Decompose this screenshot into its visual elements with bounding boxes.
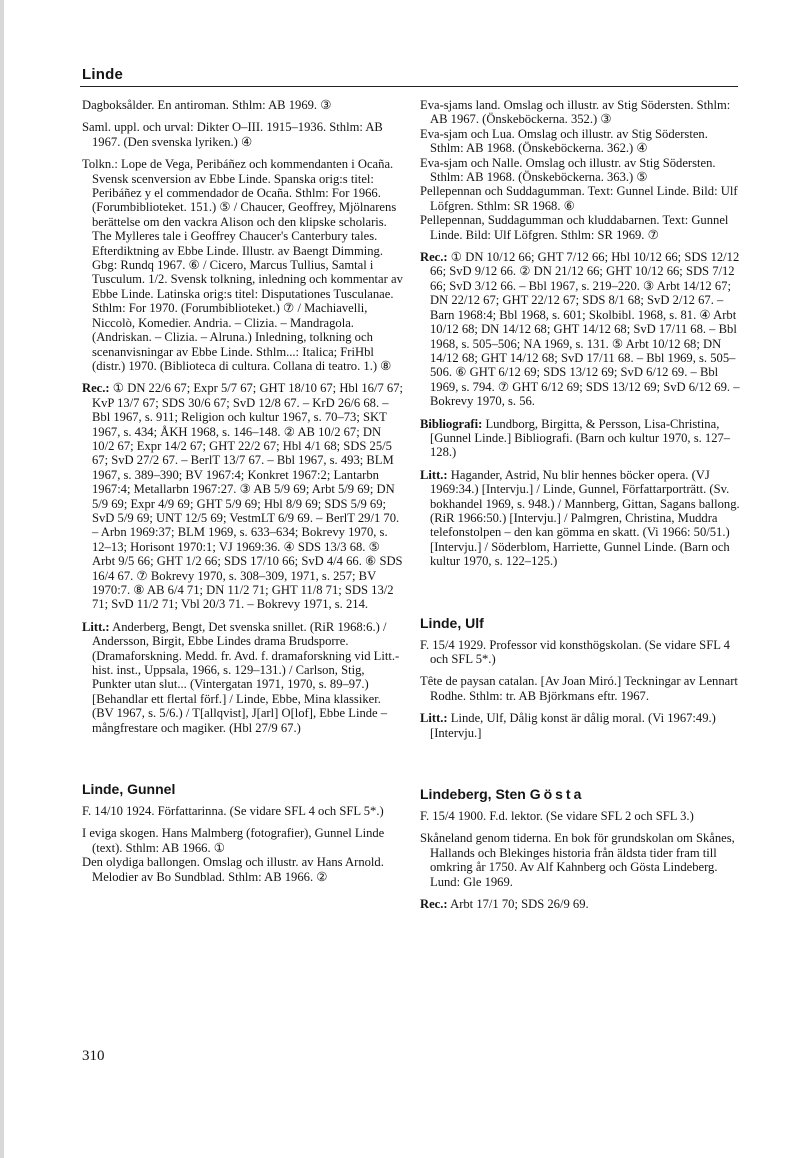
- bibl-label: Bibliografi:: [420, 416, 483, 431]
- work-entry: Eva-sjam och Lua. Omslag och illustr. av Stig Södersten. Sthlm: AB 1968. (Önskeböckerna. 362.) ④: [420, 126, 708, 156]
- bibl-text: Lundborg, Birgitta, & Persson, Lisa-Christina, [Gunnel Linde.] Bibliografi. (Barn och kultur 1970, s. 127–128.): [430, 416, 731, 460]
- right-column: [420, 98, 742, 919]
- entry-paragraph: Saml. uppl. och urval: Dikter O–III. 1915–1936. Sthlm: AB 1967. (Den svenska lyriken.) ④: [82, 120, 383, 149]
- rec-text: ① DN 22/6 67; Expr 5/7 67; GHT 18/10 67; Hbl 16/7 67; KvP 13/7 67; SDS 30/6 67; SvD 12/8 67. – KrD 26/6 68. – Bbl 1967, s. 911; Religion och kultur 1967, s. 70–73; SKT 1967, s. 434; ÅKH 1968, s. 146–148. ② AB 10/2 67; DN 10/2 67; Expr 14/2 67; GHT 22/2 67; Hbl 4/1 68; SDS 25/5 67; SvD 27/2 67. – BerlT 13/7 67. – Bbl 1967, s. 493; BLM 1967, s. 389–390; BV 1967:4; Konkret 1967:2; Lantarbn 1967:4; Metallarbn 1967:27. ③ AB 5/9 69; Arbt 5/9 69; DN 5/9 69; Expr 4/9 69; GHT 5/9 69; Hbl 8/9 69; SDS 5/9 69; SvD 5/9 69; UNT 12/5 69; VestmLT 6/9 69. – BerlT 29/1 70. – Arbn 1969:37; BLM 1969, s. 633–634; Bokrevy 1970, s. 12–13; Horisont 1970:1; VJ 1969:36. ④ SDS 13/3 68. ⑤ Arbt 9/5 66; GHT 1/2 66; SDS 17/10 66; SvD 4/4 66. ⑥ SDS 16/4 67. ⑦ Bokrevy 1970, s. 308–309, 1971, s. 257; BV 1970:7. ⑧ AB 6/4 71; DN 11/2 71; GHT 11/8 71; SDS 13/2 71; SvD 11/2 71; Vbl 20/3 71. – Bokrevy 1971, s. 214.: [92, 381, 403, 612]
- bibliography-paragraph: [420, 417, 742, 460]
- litt-label: Litt.:: [82, 619, 110, 634]
- litt-text: Anderberg, Bengt, Det svenska snillet. (RiR 1968:6.) / Andersson, Birgit, Ebbe Lindes drama Brudsporre. (Dramaforskning. Medd. fr. Avd. f. dramaforskning vid Litt.-hist. inst., Uppsala, 1966, s. 129–131.) / Carlson, Stig, Punkter utan slut... (Vintergatan 1971, 1970, s. 89–97.) [Behandlar ett flertal förf.] / Linde, Ebbe, Mina klassiker. (BV 1967, s. 5/6.) / T[allqvist], J[arl] O[lof], Ebbe Linde – mångfrestare och magiker. (Hbl 27/9 67.): [92, 619, 400, 735]
- reviews-paragraph: [420, 250, 742, 408]
- section-gap: [82, 743, 404, 781]
- bio-paragraph: F. 15/4 1929. Professor vid konsthögskolan. (Se vidare SFL 4 och SFL 5*.): [420, 637, 730, 666]
- entry-paragraph: Dagboksålder. En antiroman. Sthlm: AB 1969. ③: [82, 98, 332, 112]
- reviews-paragraph: [82, 381, 404, 612]
- work-entry: Den olydiga ballongen. Omslag och illustr. av Hans Arnold. Melodier av Bo Sundblad. Sthlm: AB 1966. ②: [82, 855, 384, 884]
- page-edge: [0, 0, 4, 1158]
- header-rule: [80, 86, 738, 87]
- literature-paragraph: [82, 620, 404, 735]
- rec-label: Rec.:: [82, 381, 110, 396]
- reviews-paragraph: [420, 897, 742, 911]
- section-heading-ulf: Linde, Ulf: [420, 614, 484, 631]
- work-entry: I eviga skogen. Hans Malmberg (fotografier), Gunnel Linde (text). Sthlm: AB 1966. ①: [82, 826, 385, 855]
- bio-paragraph: F. 15/4 1900. F.d. lektor. (Se vidare SFL 2 och SFL 3.): [420, 809, 694, 824]
- litt-label: Litt.:: [420, 711, 448, 726]
- section-gap: [420, 577, 742, 615]
- entry-paragraph: Tolkn.: Lope de Vega, Peribáñez och kommendanten i Ocaña. Svensk scenversion av Ebbe Linde. Spanska orig:s titel: Peribáñez y el commendador de Ocaña. Sthlm: For 1966. (Forumbiblioteket. 151.) ⑤ / Chaucer, Geoffrey, Mjölnarens berättelse om den vackra Alison och den klipske scholaris. The Mylleres tale i Geoffrey Chaucer's Canterbury tales. Efterdiktning av Ebbe Linde. Illustr. av Baengt Dimming. Gbg: Rundq 1967. ⑥ / Cicero, Marcus Tullius, Samtal i Tusculum. 1/2. Svensk tolkning, inledning och kommentar av Ebbe Linde. Latinska orig:s titel: Disputationes Tusculanae. Sthlm: For 1970. (Forumbiblioteket.) ⑦ / Machiavelli, Niccolò, Komedier. Andria. – Clizia. – Mandragola. (Andriskan. – Clizia. – Alruna.) Inledning, tolkning och scenanvisningar av Ebbe Linde. Sthlm...: Italica; FriHbl (distr.) 1970. (Biblioteca di cultura. Collana di teatro. 1.) ⑧: [82, 157, 403, 373]
- rec-label: Rec.:: [420, 897, 448, 912]
- work-entry: Eva-sjams land. Omslag och illustr. av Stig Södersten. Sthlm: AB 1967. (Önskeböckerna. 352.) ③: [420, 98, 731, 127]
- rec-label: Rec.:: [420, 250, 448, 265]
- work-entry: Tête de paysan catalan. [Av Joan Miró.] Teckningar av Lennart Rodhe. Sthlm: tr. AB Björkmans eftr. 1967.: [420, 674, 738, 703]
- work-entry: Skåneland genom tiderna. En bok för grundskolan om Skånes, Hallands och Blekinges historia från äldsta tider fram till omkring år 1750. Av Alf Kahnberg och Gösta Lindeberg. Lund: Gle 1969.: [420, 831, 735, 889]
- work-entry: Pellepennan och Suddagumman. Text: Gunnel Linde. Bild: Ulf Löfgren. Sthlm: SR 1968. ⑥: [420, 184, 738, 213]
- work-entry: Eva-sjam och Nalle. Omslag och illustr. av Stig Södersten. Sthlm: AB 1968. (Önskeböckerna. 363.) ⑤: [420, 155, 716, 185]
- left-column: [82, 98, 404, 892]
- section-heading-gunnel: Linde, Gunnel: [82, 781, 176, 798]
- rec-text: ① DN 10/12 66; GHT 7/12 66; Hbl 10/12 66; SDS 12/12 66; SvD 9/12 66. ② DN 21/12 66; GHT 10/12 66; SDS 7/12 66; SvD 3/12 66. – Bbl 1967, s. 219–220. ③ Arbt 14/12 67; DN 22/12 67; GHT 22/12 67; SDS 8/1 68; SvD 2/12 67. – Barn 1968:4; Bbl 1968, s. 601; Skolbibl. 1968, s. 81. ④ Arbt 10/12 68; DN 14/12 68; GHT 14/12 68; SvD 17/11 68. – Bbl 1968, s. 505–506; NA 1969, s. 131. ⑤ Arbt 10/12 68; DN 14/12 68; GHT 14/12 68; SvD 17/11 68. – Bbl 1969, s. 505–506. ⑥ GHT 6/12 69; SDS 13/12 69; SvD 6/12 69. – Bbl 1969, s. 794. ⑦ GHT 6/12 69; SDS 13/12 69; SvD 6/12 69. – Bokrevy 1970, s. 56.: [430, 250, 740, 409]
- work-entry: Pellepennan, Suddagumman och kluddabarnen. Text: Gunnel Linde. Bild: Ulf Löfgren. Sthlm: SR 1969. ⑦: [420, 213, 729, 242]
- section-gap: [420, 748, 742, 786]
- page-number: 310: [82, 1048, 105, 1064]
- literature-paragraph: [420, 711, 742, 740]
- heading-given-name: Gösta: [529, 786, 585, 803]
- rec-text: Arbt 17/1 70; SDS 26/9 69.: [450, 897, 589, 912]
- litt-text: Hagander, Astrid, Nu blir hennes böcker opera. (VJ 1969:34.) [Intervju.] / Linde, Gunnel, Författarporträtt. (Sv. bokhandel 1969, s. 948.) / Mannberg, Gittan, Sagans ballong. (RiR 1966:50.) [Intervju.] / Palmgren, Christina, Muddra telefonstolpen – den kan gömma en skatt. (Vi 1966: 50/51.) [Intervju.] / Söderblom, Harriette, Gunnel Linde. (Barn och kultur 1970, s. 122–125.): [430, 467, 740, 569]
- running-head: Linde: [82, 66, 123, 83]
- heading-name: Lindeberg, Sten: [420, 786, 526, 803]
- literature-paragraph: [420, 468, 742, 569]
- bio-paragraph: F. 14/10 1924. Författarinna. (Se vidare SFL 4 och SFL 5*.): [82, 804, 384, 819]
- litt-label: Litt.:: [420, 467, 448, 482]
- section-heading-lindeberg: [420, 786, 742, 803]
- litt-text: Linde, Ulf, Dålig konst är dålig moral. (Vi 1967:49.) [Intervju.]: [430, 711, 716, 740]
